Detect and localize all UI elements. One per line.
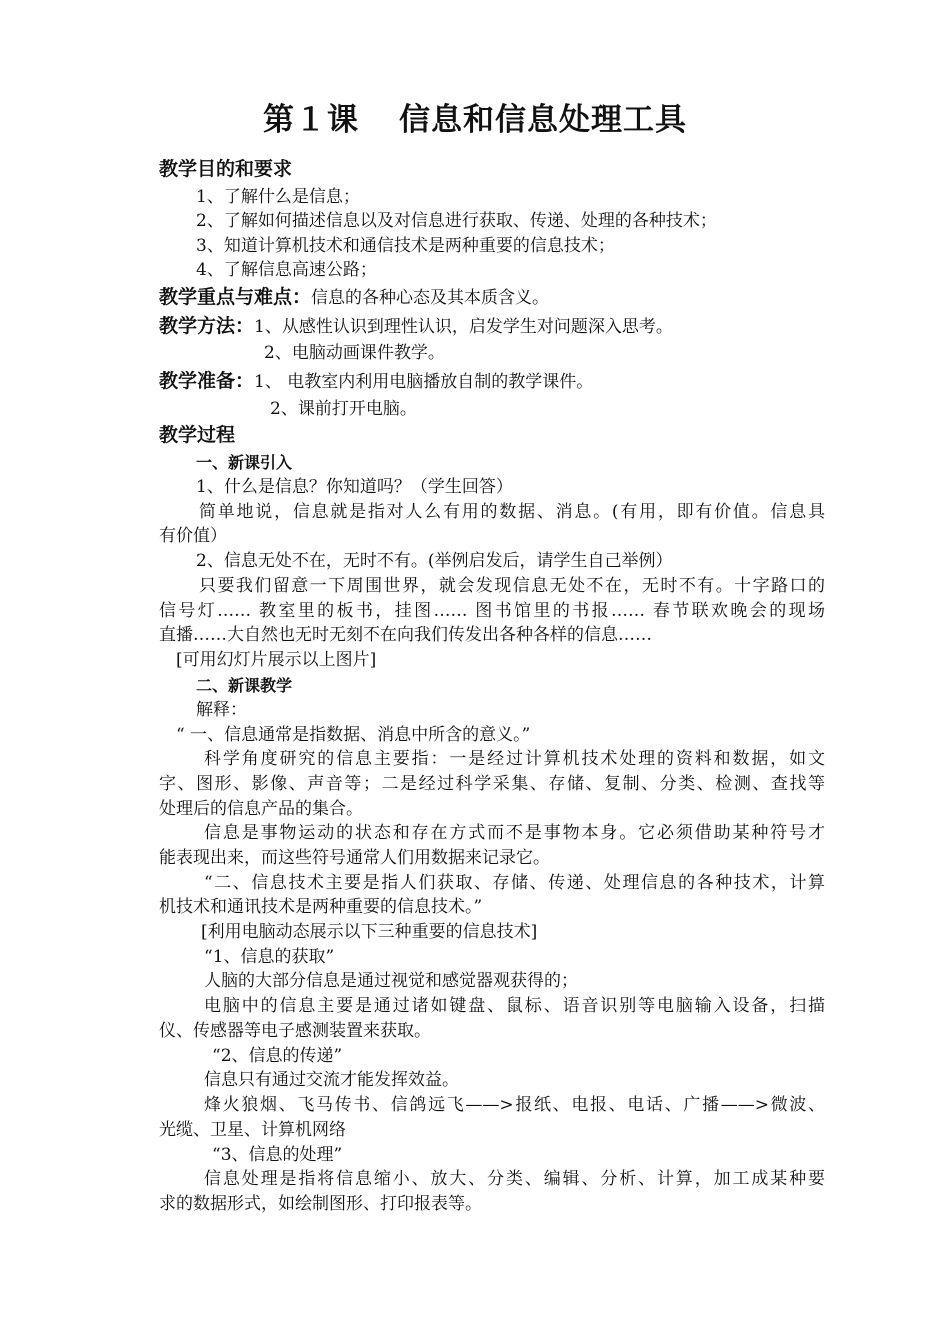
explain-label: 解释： xyxy=(196,700,247,720)
paragraph-line: 字、图形、影像、声音等；二是经过科学采集、存储、复制、分类、检测、查找等 xyxy=(159,774,825,794)
paragraph-line: 直播……大自然也无时无刻不在向我们传发出各种各样的信息…… xyxy=(159,625,652,645)
paragraph-line: “二、信息技术主要是指人们获取、存储、传递、处理信息的各种技术，计算 xyxy=(204,873,825,893)
paragraph-line: 人脑的大部分信息是通过视觉和感觉器观获得的； xyxy=(204,971,578,991)
paragraph-line: 科学角度研究的信息主要指：一是经过计算机技术处理的资料和数据，如文 xyxy=(204,749,825,769)
goal-item: 1、了解什么是信息； xyxy=(196,187,360,207)
paragraph-line: 能表现出来，而这些符号通常人们用数据来记录它。 xyxy=(159,848,550,868)
paragraph-line: 只要我们留意一下周围世界，就会发现信息无处不在，无时不有。十字路口的 xyxy=(199,576,825,596)
question-1: 1、什么是信息？你知道吗？（学生回答） xyxy=(196,477,513,497)
methods-label: 教学方法： xyxy=(159,315,255,337)
paragraph-line: 电脑中的信息主要是通过诸如键盘、鼠标、语音识别等电脑输入设备，扫描 xyxy=(204,996,825,1016)
goals-heading: 教学目的和要求 xyxy=(159,158,293,180)
key-points-label: 教学重点与难点： xyxy=(159,286,312,308)
paragraph-line: 仪、传感器等电子感测装置来获取。 xyxy=(159,1021,431,1041)
methods-line xyxy=(159,315,673,338)
paragraph-line: 信息处理是指将信息缩小、放大、分类、编辑、分析、计算，加工成某种要 xyxy=(204,1169,825,1189)
part1-heading: 一、新课引入 xyxy=(196,453,293,472)
goal-item: 4、了解信息高速公路； xyxy=(196,260,377,280)
transmit-heading: “2、信息的传递” xyxy=(212,1046,343,1066)
preparation-item: 1、 电教室内利用电脑播放自制的教学课件。 xyxy=(254,372,594,392)
paragraph-line: 信号灯…… 教室里的板书，挂图…… 图书馆里的书报…… 春节联欢晚会的现场 xyxy=(159,601,825,621)
lesson-topic: 信息和信息处理工具 xyxy=(399,102,687,138)
slide-note: [可用幻灯片展示以上图片] xyxy=(176,650,377,670)
paragraph-line: 求的数据形式，如绘制图形、打印报表等。 xyxy=(159,1194,482,1214)
goal-item: 3、知道计算机技术和通信技术是两种重要的信息技术； xyxy=(196,236,615,256)
preparation-line xyxy=(159,370,593,393)
process-heading: 教学过程 xyxy=(159,424,236,446)
key-points-line xyxy=(159,286,549,309)
preparation-label: 教学准备： xyxy=(159,370,255,392)
paragraph-line: 机技术和通讯技术是两种重要的信息技术。” xyxy=(159,897,483,917)
paragraph-line: 信息只有通过交流才能发挥效益。 xyxy=(204,1070,459,1090)
paragraph-line: 光缆、卫星、计算机网络 xyxy=(159,1120,346,1140)
paragraph-line: 有价值） xyxy=(159,526,227,546)
key-points-text: 信息的各种心态及其本质含义。 xyxy=(311,288,550,308)
method-item: 1、从感性认识到理性认识，启发学生对问题深入思考。 xyxy=(254,317,673,337)
paragraph-line: 烽火狼烟、飞马传书、信鸽远飞——>报纸、电报、电话、广播——>微波、 xyxy=(204,1095,825,1115)
paragraph-line: 信息是事物运动的状态和存在方式而不是事物本身。它必须借助某种符号才 xyxy=(204,823,825,843)
preparation-item: 2、课前打开电脑。 xyxy=(270,399,417,419)
definition-1: “ 一、信息通常是指数据、消息中所含的意义。” xyxy=(176,725,531,745)
demo-note: [利用电脑动态展示以下三种重要的信息技术] xyxy=(201,922,538,942)
method-item: 2、电脑动画课件教学。 xyxy=(264,343,445,363)
lesson-number: 第１课 xyxy=(263,102,359,138)
lesson-title xyxy=(0,98,950,142)
acquire-heading: “1、信息的获取” xyxy=(204,947,335,967)
part2-heading: 二、新课教学 xyxy=(196,676,293,695)
question-2: 2、信息无处不在，无时不有。(举例启发后，请学生自己举例） xyxy=(196,551,673,571)
process-step-heading: “3、信息的处理” xyxy=(212,1145,343,1165)
paragraph-line: 处理后的信息产品的集合。 xyxy=(159,799,363,819)
paragraph-line: 简单地说，信息就是指对人么有用的数据、消息。(有用，即有价值。信息具 xyxy=(199,502,825,522)
goal-item: 2、了解如何描述信息以及对信息进行获取、传递、处理的各种技术； xyxy=(196,211,717,231)
